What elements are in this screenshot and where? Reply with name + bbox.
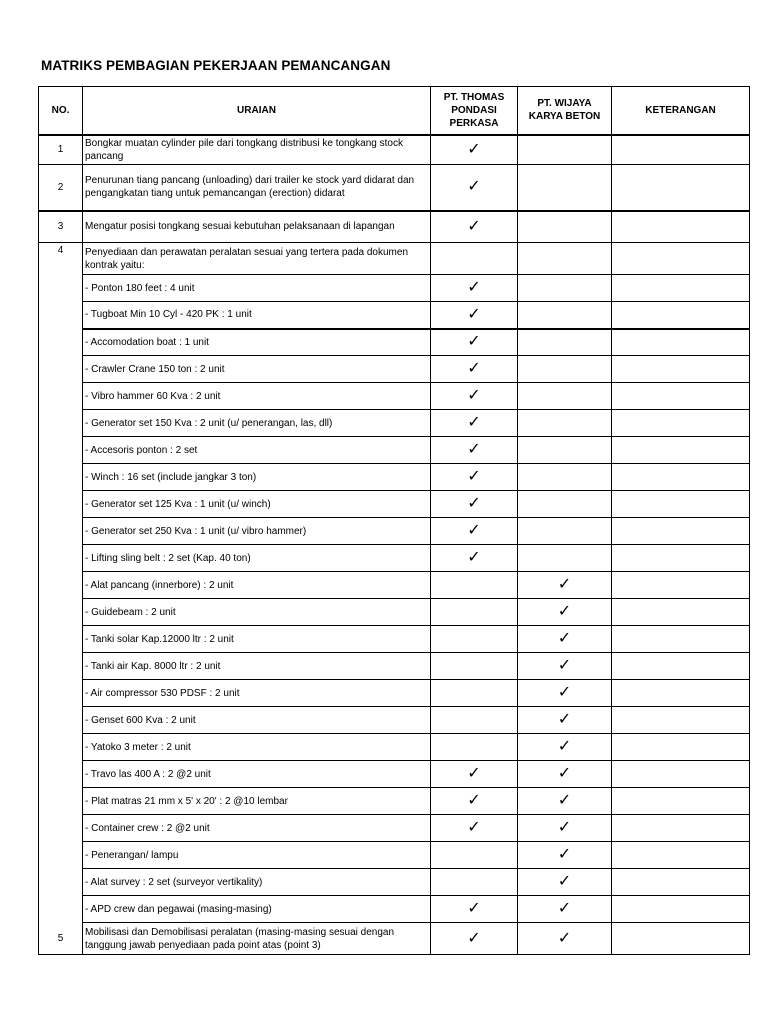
checkmark-icon: ✓: [467, 468, 481, 485]
row-keterangan: [612, 329, 750, 356]
table-row: [39, 626, 750, 653]
checkmark-icon: ✓: [467, 360, 481, 377]
row-description: Penyediaan dan perawatan peralatan sesuai yang tertera pada dokumen kontrak yaitu:: [83, 243, 431, 275]
check-cell-wijaya: [518, 275, 612, 302]
check-cell-wijaya: [518, 923, 612, 955]
checkmark-icon: ✓: [467, 178, 481, 196]
row-number: 2: [39, 165, 83, 211]
row-description: - APD crew dan pegawai (masing-masing): [83, 896, 431, 923]
checkmark-icon: ✓: [557, 929, 572, 947]
checkmark-icon: ✓: [467, 279, 481, 296]
check-cell-wijaya: [518, 842, 612, 869]
row-number: [39, 842, 83, 869]
check-cell-thomas: [431, 243, 518, 275]
row-keterangan: [612, 680, 750, 707]
check-cell-thomas: [431, 329, 518, 356]
check-cell-wijaya: [518, 356, 612, 383]
header-wijaya-label: PT. WIJAYA KARYA BETON: [528, 98, 601, 123]
row-keterangan: [612, 788, 750, 815]
row-number: 1: [39, 135, 83, 165]
row-description: - Air compressor 530 PDSF : 2 unit: [83, 680, 431, 707]
table-row: [39, 815, 750, 842]
check-cell-thomas: [431, 135, 518, 165]
row-keterangan: [612, 243, 750, 275]
checkmark-icon: ✓: [557, 819, 572, 836]
row-description: - Container crew : 2 @2 unit: [83, 815, 431, 842]
checkmark-icon: ✓: [557, 900, 572, 917]
checkmark-icon: ✓: [467, 217, 481, 235]
checkmark-icon: ✓: [557, 576, 572, 593]
check-cell-thomas: [431, 869, 518, 896]
row-keterangan: [612, 869, 750, 896]
table-row: [39, 135, 750, 165]
table-row: [39, 437, 750, 464]
check-cell-wijaya: [518, 707, 612, 734]
checkmark-icon: ✓: [557, 873, 572, 890]
row-number: [39, 761, 83, 788]
row-description: Mengatur posisi tongkang sesuai kebutuhan pelaksanaan di lapangan: [83, 211, 431, 243]
row-number: [39, 302, 83, 329]
row-description: - Ponton 180 feet : 4 unit: [83, 275, 431, 302]
row-keterangan: [612, 572, 750, 599]
check-cell-thomas: [431, 302, 518, 329]
row-description: Mobilisasi dan Demobilisasi peralatan (masing-masing sesuai dengan tanggung jawab penyediaan pada point atas (point 3): [83, 923, 431, 955]
row-keterangan: [612, 518, 750, 545]
checkmark-icon: ✓: [467, 387, 481, 404]
checkmark-icon: ✓: [467, 333, 481, 351]
row-number: [39, 491, 83, 518]
check-cell-wijaya: [518, 734, 612, 761]
table-row: [39, 923, 750, 955]
row-description: - Generator set 250 Kva : 1 unit (u/ vibro hammer): [83, 518, 431, 545]
row-number: [39, 869, 83, 896]
checkmark-icon: ✓: [557, 684, 572, 701]
table-row: [39, 599, 750, 626]
check-cell-wijaya: [518, 383, 612, 410]
row-description: - Vibro hammer 60 Kva : 2 unit: [83, 383, 431, 410]
check-cell-wijaya: [518, 626, 612, 653]
table-row: [39, 653, 750, 680]
table-row: [39, 734, 750, 761]
row-description: - Tanki solar Kap.12000 ltr : 2 unit: [83, 626, 431, 653]
row-description: - Travo las 400 A : 2 @2 unit: [83, 761, 431, 788]
check-cell-thomas: [431, 707, 518, 734]
check-cell-wijaya: [518, 329, 612, 356]
row-number: [39, 599, 83, 626]
row-description: - Crawler Crane 150 ton : 2 unit: [83, 356, 431, 383]
check-cell-thomas: [431, 464, 518, 491]
row-description: - Tanki air Kap. 8000 ltr : 2 unit: [83, 653, 431, 680]
check-cell-wijaya: [518, 788, 612, 815]
table-row: [39, 518, 750, 545]
table-row: [39, 410, 750, 437]
check-cell-wijaya: [518, 302, 612, 329]
row-number: [39, 680, 83, 707]
checkmark-icon: ✓: [467, 414, 481, 431]
table-row: [39, 329, 750, 356]
header-wijaya: [518, 87, 612, 135]
checkmark-icon: ✓: [557, 765, 572, 782]
check-cell-thomas: [431, 815, 518, 842]
row-keterangan: [612, 275, 750, 302]
row-description: Penurunan tiang pancang (unloading) dari trailer ke stock yard didarat dan pengangkatan tiang untuk pemancangan (erection) didarat: [83, 165, 431, 211]
checkmark-icon: ✓: [467, 495, 481, 512]
row-description: - Guidebeam : 2 unit: [83, 599, 431, 626]
page-title: MATRIKS PEMBAGIAN PEKERJAAN PEMANCANGAN: [41, 58, 391, 73]
header-thomas-label: PT. THOMAS PONDASI PERKASA: [443, 91, 505, 129]
row-number: 3: [39, 211, 83, 243]
checkmark-icon: ✓: [557, 792, 572, 809]
row-keterangan: [612, 707, 750, 734]
row-description: - Accesoris ponton : 2 set: [83, 437, 431, 464]
checkmark-icon: ✓: [467, 765, 481, 782]
check-cell-wijaya: [518, 243, 612, 275]
check-cell-wijaya: [518, 211, 612, 243]
table-row: [39, 572, 750, 599]
check-cell-wijaya: [518, 464, 612, 491]
check-cell-thomas: [431, 896, 518, 923]
row-description: Bongkar muatan cylinder pile dari tongkang distribusi ke tongkang stock pancang: [83, 135, 431, 165]
row-number: [39, 896, 83, 923]
check-cell-thomas: [431, 356, 518, 383]
row-keterangan: [612, 815, 750, 842]
row-number: [39, 707, 83, 734]
table-row: [39, 896, 750, 923]
check-cell-wijaya: [518, 815, 612, 842]
check-cell-thomas: [431, 383, 518, 410]
check-cell-wijaya: [518, 572, 612, 599]
row-number: [39, 518, 83, 545]
row-keterangan: [612, 761, 750, 788]
row-keterangan: [612, 923, 750, 955]
row-number: 5: [39, 923, 83, 955]
row-number: [39, 734, 83, 761]
table-row: [39, 356, 750, 383]
row-keterangan: [612, 356, 750, 383]
header-no: NO.: [39, 87, 83, 135]
row-number: [39, 437, 83, 464]
check-cell-wijaya: [518, 437, 612, 464]
row-keterangan: [612, 491, 750, 518]
check-cell-thomas: [431, 653, 518, 680]
checkmark-icon: ✓: [557, 603, 572, 620]
row-number: [39, 545, 83, 572]
check-cell-thomas: [431, 545, 518, 572]
check-cell-wijaya: [518, 165, 612, 211]
row-number: [39, 410, 83, 437]
check-cell-thomas: [431, 788, 518, 815]
row-number: [39, 626, 83, 653]
row-number: [39, 275, 83, 302]
row-number: [39, 329, 83, 356]
row-description: - Genset 600 Kva : 2 unit: [83, 707, 431, 734]
check-cell-wijaya: [518, 869, 612, 896]
row-number: [39, 464, 83, 491]
work-matrix-table: [38, 86, 750, 955]
table-row: [39, 545, 750, 572]
check-cell-thomas: [431, 626, 518, 653]
check-cell-wijaya: [518, 135, 612, 165]
check-cell-wijaya: [518, 518, 612, 545]
row-keterangan: [612, 211, 750, 243]
row-keterangan: [612, 410, 750, 437]
row-keterangan: [612, 599, 750, 626]
check-cell-wijaya: [518, 761, 612, 788]
row-keterangan: [612, 734, 750, 761]
table-row: [39, 788, 750, 815]
row-description: - Winch : 16 set (include jangkar 3 ton): [83, 464, 431, 491]
check-cell-thomas: [431, 572, 518, 599]
checkmark-icon: ✓: [467, 819, 481, 836]
row-description: - Plat matras 21 mm x 5' x 20' : 2 @10 lembar: [83, 788, 431, 815]
check-cell-thomas: [431, 275, 518, 302]
checkmark-icon: ✓: [557, 630, 572, 647]
checkmark-icon: ✓: [557, 657, 572, 674]
check-cell-wijaya: [518, 680, 612, 707]
checkmark-icon: ✓: [467, 900, 481, 917]
check-cell-thomas: [431, 211, 518, 243]
check-cell-thomas: [431, 842, 518, 869]
check-cell-wijaya: [518, 545, 612, 572]
row-description: - Generator set 125 Kva : 1 unit (u/ winch): [83, 491, 431, 518]
check-cell-thomas: [431, 599, 518, 626]
table-row: [39, 869, 750, 896]
checkmark-icon: ✓: [557, 738, 572, 755]
row-description: - Alat pancang (innerbore) : 2 unit: [83, 572, 431, 599]
row-keterangan: [612, 626, 750, 653]
row-keterangan: [612, 437, 750, 464]
checkmark-icon: ✓: [467, 929, 481, 947]
table-row: [39, 680, 750, 707]
row-description: - Generator set 150 Kva : 2 unit (u/ penerangan, las, dll): [83, 410, 431, 437]
checkmark-icon: ✓: [557, 846, 572, 863]
row-number: [39, 788, 83, 815]
row-number: [39, 653, 83, 680]
row-keterangan: [612, 896, 750, 923]
row-number: 4: [39, 243, 83, 275]
check-cell-thomas: [431, 437, 518, 464]
row-description: - Tugboat Min 10 Cyl - 420 PK : 1 unit: [83, 302, 431, 329]
table-row: [39, 302, 750, 329]
row-number: [39, 815, 83, 842]
check-cell-thomas: [431, 410, 518, 437]
table-row: [39, 464, 750, 491]
checkmark-icon: ✓: [467, 441, 481, 458]
check-cell-thomas: [431, 680, 518, 707]
row-number: [39, 383, 83, 410]
row-description: - Lifting sling belt : 2 set (Kap. 40 ton): [83, 545, 431, 572]
row-description: - Penerangan/ lampu: [83, 842, 431, 869]
table-row: [39, 707, 750, 734]
check-cell-thomas: [431, 734, 518, 761]
row-keterangan: [612, 653, 750, 680]
row-number: [39, 356, 83, 383]
row-keterangan: [612, 842, 750, 869]
checkmark-icon: ✓: [467, 305, 481, 323]
table-row: [39, 761, 750, 788]
check-cell-wijaya: [518, 410, 612, 437]
check-cell-wijaya: [518, 491, 612, 518]
row-number: [39, 572, 83, 599]
row-keterangan: [612, 302, 750, 329]
table-row: [39, 491, 750, 518]
checkmark-icon: ✓: [467, 522, 481, 539]
checkmark-icon: ✓: [467, 792, 481, 809]
row-description: - Alat survey : 2 set (surveyor vertikality): [83, 869, 431, 896]
checkmark-icon: ✓: [467, 549, 481, 566]
check-cell-thomas: [431, 761, 518, 788]
header-uraian: URAIAN: [83, 87, 431, 135]
check-cell-thomas: [431, 165, 518, 211]
row-keterangan: [612, 464, 750, 491]
row-description: - Accomodation boat : 1 unit: [83, 329, 431, 356]
checkmark-icon: ✓: [557, 711, 572, 728]
row-description: - Yatoko 3 meter : 2 unit: [83, 734, 431, 761]
check-cell-thomas: [431, 491, 518, 518]
table-row: [39, 383, 750, 410]
header-keterangan: KETERANGAN: [612, 87, 750, 135]
header-thomas: [431, 87, 518, 135]
check-cell-thomas: [431, 518, 518, 545]
checkmark-icon: ✓: [467, 140, 481, 158]
table-row: [39, 243, 750, 275]
row-keterangan: [612, 383, 750, 410]
check-cell-wijaya: [518, 896, 612, 923]
row-keterangan: [612, 135, 750, 165]
table-row: [39, 165, 750, 211]
header-row: [39, 87, 750, 135]
check-cell-thomas: [431, 923, 518, 955]
table-body: [39, 135, 750, 955]
check-cell-wijaya: [518, 599, 612, 626]
row-keterangan: [612, 545, 750, 572]
table-row: [39, 275, 750, 302]
row-keterangan: [612, 165, 750, 211]
check-cell-wijaya: [518, 653, 612, 680]
table-row: [39, 842, 750, 869]
table-row: [39, 211, 750, 243]
